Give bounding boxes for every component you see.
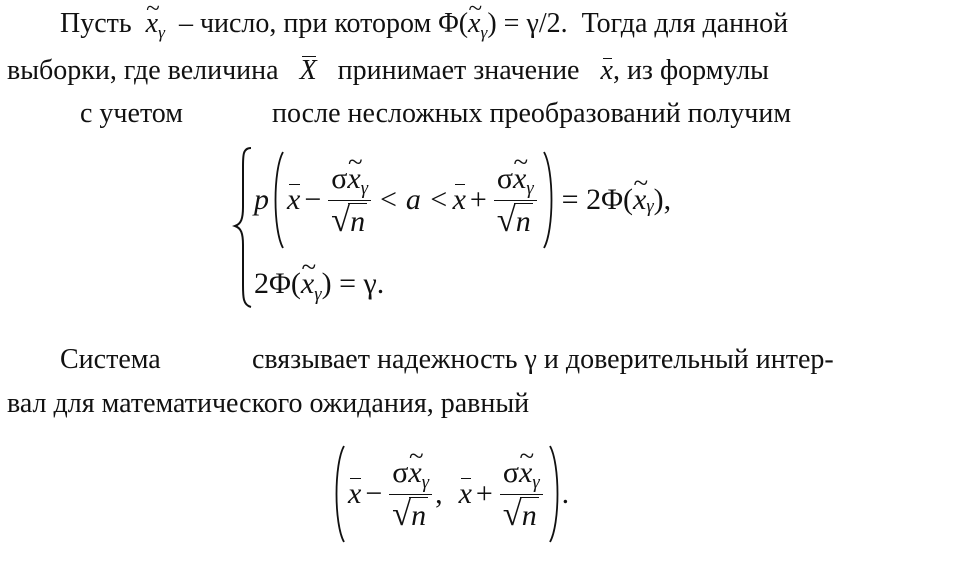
interval-left-paren [332, 444, 346, 544]
math-gamma-s4: γ [314, 283, 322, 305]
text-togda-dlya-dannoy: Тогда для данной [581, 8, 789, 39]
sqrt-n-2: √ n [498, 205, 533, 239]
math-x-tilde-s4: ~ x [301, 267, 314, 301]
interval-x-bar-2: x [458, 477, 472, 510]
paragraph-2-line-1-tail [252, 346, 834, 374]
interval-x-tilde-1: ~ x [408, 456, 421, 490]
math-gamma-s1: γ [360, 178, 369, 199]
interval-sqrt-n-2: √ n [504, 499, 539, 533]
math-phi: Φ( [438, 8, 469, 39]
math-x-bar-1: x [287, 183, 301, 216]
math-plus-1: + [469, 183, 487, 216]
interval-gamma-2: γ [532, 472, 540, 493]
sqrt-n-1: √ n [332, 205, 367, 239]
text-val-dlya-matematicheskogo: вал для математического ожидания, равный [7, 388, 530, 419]
interval-x-tilde-2: ~ x [519, 456, 532, 490]
interval-fraction-2 [500, 456, 543, 533]
math-x-tilde: ~ x [146, 10, 158, 38]
text-iz-formuly: , из формулы [612, 55, 769, 86]
math-x-tilde-s2: ~ x [513, 162, 526, 196]
equation-system [232, 145, 752, 310]
math-sigma-1: σ [331, 161, 348, 195]
text-svyazyvaet-nadezhnost: связывает надежность γ и доверительный интер- [252, 344, 834, 375]
text-prinimaet-znachenie: принимает значение [337, 55, 580, 86]
fraction-sigma-over-sqrt-n-2 [494, 162, 537, 239]
paragraph-2-line-1 [60, 346, 161, 374]
interval-sigma-2: σ [502, 455, 519, 489]
paragraph-1-line-3-tail [272, 100, 791, 128]
paragraph-2-line-2 [7, 390, 529, 418]
paragraph-1-line-1 [60, 8, 789, 43]
math-x-bar-2: x [452, 183, 466, 216]
math-2phi-open: 2Φ( [254, 267, 301, 300]
system-row-1 [254, 145, 671, 255]
big-left-paren [271, 150, 285, 250]
math-close-paren: ) [487, 8, 497, 39]
math-X-bar: X [299, 55, 317, 86]
math-p: p [254, 183, 269, 216]
paragraph-1-line-2 [7, 57, 769, 85]
text-chislo-pri-kotorom: – число, при котором [178, 8, 432, 39]
text-vyborki-gde-velichina: выборки, где величина [7, 55, 279, 86]
text-posle-preobrazovaniy: после несложных преобразований получим [272, 98, 792, 129]
math-gamma-subscript: γ [158, 23, 165, 43]
math-gamma-s3: γ [646, 195, 654, 217]
math-sigma-2: σ [496, 161, 513, 195]
interval-x-bar-1: x [348, 477, 362, 510]
math-gamma-subscript-2: γ [480, 23, 488, 43]
text-sistema: Система [60, 344, 161, 375]
confidence-interval-formula [332, 440, 569, 548]
math-x-tilde-2: ~ x [468, 10, 480, 38]
system-row-2 [254, 267, 385, 305]
interval-sigma-1: σ [392, 455, 409, 489]
fraction-sigma-over-sqrt-n-1 [328, 162, 371, 239]
interval-gamma-1: γ [421, 472, 430, 493]
math-minus-1: − [304, 183, 322, 216]
interval-period: . [561, 477, 570, 510]
math-gamma-s2: γ [526, 178, 534, 199]
text-s-uchetom: с учетом [80, 98, 183, 129]
big-right-paren [542, 150, 556, 250]
interval-right-paren [548, 444, 562, 544]
math-less-a-less: < a < [378, 183, 449, 216]
math-close-comma: ), [653, 183, 672, 216]
paragraph-1-line-3 [80, 100, 183, 128]
math-eq-gamma: ) = γ. [321, 267, 385, 300]
math-eq-2phi: = 2Φ( [561, 183, 633, 216]
interval-fraction-1 [389, 456, 432, 533]
interval-plus: + [475, 477, 493, 510]
math-x-tilde-s3: ~ x [633, 183, 646, 217]
math-x-bar: x [600, 55, 613, 86]
system-brace [232, 145, 254, 310]
interval-minus: − [365, 477, 383, 510]
word-pust: Пусть [60, 8, 132, 39]
interval-comma: , [435, 477, 443, 510]
math-x-tilde-s1: ~ x [347, 162, 360, 196]
interval-sqrt-n-1: √ n [393, 499, 428, 533]
math-equals-gamma-half: = γ/2. [503, 8, 568, 39]
